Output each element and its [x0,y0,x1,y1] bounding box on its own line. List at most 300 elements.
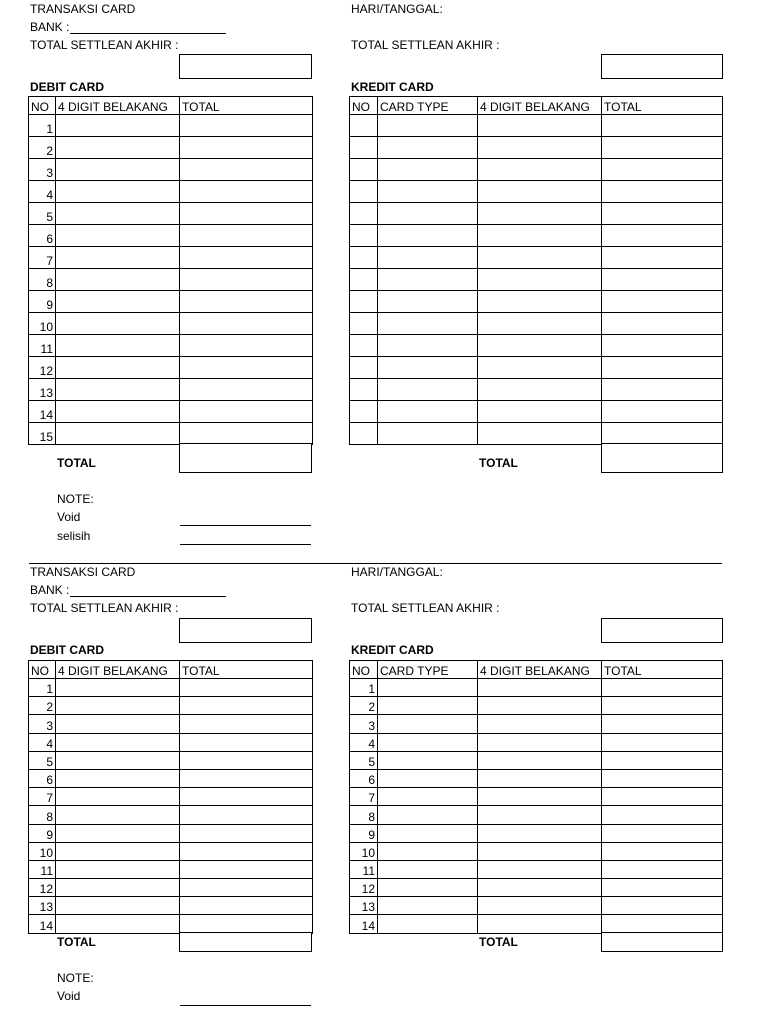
cell-4digit[interactable] [56,733,180,751]
cell-4digit[interactable] [478,715,602,733]
cell-total[interactable] [602,203,723,225]
cell-total[interactable] [180,291,313,313]
cell-no: 9 [29,291,56,313]
table-row [350,842,723,860]
note-void-label: Void [57,510,81,524]
cell-total[interactable] [602,897,723,915]
cell-card-type[interactable] [378,291,478,313]
table-row [350,824,723,842]
cell-4digit[interactable] [56,423,180,445]
cell-total[interactable] [602,291,723,313]
cell-4digit[interactable] [56,697,180,715]
cell-card-type[interactable] [378,357,478,379]
cell-no: 14 [350,915,378,933]
col-header-card-type: CARD TYPE [378,97,478,115]
cell-total[interactable] [602,379,723,401]
cell-no [350,269,378,291]
cell-4digit[interactable] [478,159,602,181]
cell-card-type[interactable] [378,824,478,842]
cell-no: 6 [29,225,56,247]
cell-no [350,335,378,357]
cell-4digit[interactable] [478,247,602,269]
kredit-total-box[interactable] [601,443,723,473]
table-row [29,115,313,137]
cell-total[interactable] [602,115,723,137]
cell-4digit[interactable] [478,897,602,915]
cell-4digit[interactable] [56,679,180,697]
cell-no: 12 [29,357,56,379]
table-row [350,291,723,313]
cell-no: 7 [29,788,56,806]
cell-total[interactable] [180,225,313,247]
cell-4digit[interactable] [56,806,180,824]
table-row [350,225,723,247]
cell-4digit[interactable] [56,842,180,860]
cell-no: 3 [29,715,56,733]
cell-4digit[interactable] [56,769,180,787]
cell-4digit[interactable] [478,879,602,897]
table-row [29,159,313,181]
cell-total[interactable] [180,159,313,181]
cell-4digit[interactable] [478,291,602,313]
cell-total[interactable] [180,915,313,933]
cell-4digit[interactable] [56,788,180,806]
table-row [29,137,313,159]
cell-no: 2 [350,697,378,715]
settle-left-box[interactable] [179,618,312,643]
table-row [350,423,723,445]
cell-no: 9 [29,824,56,842]
cell-total[interactable] [180,401,313,423]
cell-no: 13 [350,897,378,915]
cell-no [350,115,378,137]
table-row [350,247,723,269]
cell-no: 10 [350,842,378,860]
table-row [350,733,723,751]
cell-4digit[interactable] [56,203,180,225]
table-row [350,137,723,159]
col-header-4digit: 4 DIGIT BELAKANG [478,661,602,679]
col-header-no: NO [29,661,56,679]
cell-total[interactable] [180,203,313,225]
cell-no: 11 [350,860,378,878]
cell-no: 3 [29,159,56,181]
cell-no: 13 [29,379,56,401]
cell-card-type[interactable] [378,897,478,915]
table-row [29,879,313,897]
cell-4digit[interactable] [56,715,180,733]
cell-card-type[interactable] [378,733,478,751]
cell-4digit[interactable] [56,860,180,878]
cell-4digit[interactable] [478,181,602,203]
table-row [350,357,723,379]
cell-total[interactable] [180,247,313,269]
table-row [350,879,723,897]
table-row [29,379,313,401]
settle-left-label: TOTAL SETTLEAN AKHIR : [30,38,179,52]
cell-4digit[interactable] [56,379,180,401]
cell-total[interactable] [180,842,313,860]
debit-card-title: DEBIT CARD [30,80,104,94]
cell-card-type[interactable] [378,115,478,137]
bank-field-line[interactable] [70,596,226,597]
cell-4digit[interactable] [56,291,180,313]
cell-no [350,401,378,423]
table-row [29,181,313,203]
cell-total[interactable] [602,313,723,335]
kredit-table [349,96,723,445]
cell-4digit[interactable] [56,115,180,137]
cell-no: 5 [29,751,56,769]
cell-total[interactable] [180,769,313,787]
cell-card-type[interactable] [378,679,478,697]
cell-total[interactable] [602,335,723,357]
hari-tanggal-label: HARI/TANGGAL: [351,2,443,16]
table-row [29,915,313,933]
cell-4digit[interactable] [56,357,180,379]
cell-total[interactable] [180,715,313,733]
col-header-total: TOTAL [180,97,313,115]
cell-total[interactable] [180,751,313,769]
table-row [350,679,723,697]
cell-4digit[interactable] [56,247,180,269]
cell-card-type[interactable] [378,181,478,203]
cell-card-type[interactable] [378,842,478,860]
kredit-total-label: TOTAL [479,456,518,470]
col-header-no: NO [29,97,56,115]
cell-total[interactable] [180,379,313,401]
settle-right-box[interactable] [601,54,723,79]
cell-total[interactable] [602,824,723,842]
table-row [350,715,723,733]
table-row [350,379,723,401]
cell-4digit[interactable] [56,751,180,769]
cell-total[interactable] [602,247,723,269]
cell-4digit[interactable] [56,879,180,897]
cell-total[interactable] [180,733,313,751]
cell-no: 12 [350,879,378,897]
col-header-total: TOTAL [602,661,723,679]
table-row [350,181,723,203]
cell-4digit[interactable] [478,697,602,715]
cell-4digit[interactable] [56,401,180,423]
cell-no: 1 [29,115,56,137]
col-header-no: NO [350,97,378,115]
bank-label: BANK : [30,20,70,34]
table-row [29,715,313,733]
cell-total[interactable] [602,788,723,806]
cell-total[interactable] [602,842,723,860]
cell-card-type[interactable] [378,379,478,401]
cell-4digit[interactable] [478,806,602,824]
cell-card-type[interactable] [378,788,478,806]
cell-4digit[interactable] [56,824,180,842]
cell-card-type[interactable] [378,401,478,423]
cell-total[interactable] [602,697,723,715]
cell-4digit[interactable] [56,137,180,159]
table-row [350,401,723,423]
cell-no [350,423,378,445]
table-row [350,313,723,335]
cell-4digit[interactable] [478,203,602,225]
table-row [29,313,313,335]
cell-no: 15 [29,423,56,445]
cell-4digit[interactable] [56,181,180,203]
cell-no [350,203,378,225]
cell-card-type[interactable] [378,225,478,247]
table-row [29,806,313,824]
cell-no: 4 [29,733,56,751]
cell-total[interactable] [180,860,313,878]
cell-total[interactable] [602,401,723,423]
table-row [350,915,723,933]
cell-total[interactable] [602,751,723,769]
cell-4digit[interactable] [478,751,602,769]
cell-no [350,247,378,269]
cell-no: 4 [350,733,378,751]
cell-total[interactable] [180,269,313,291]
cell-no: 13 [29,897,56,915]
cell-total[interactable] [180,137,313,159]
table-row [29,357,313,379]
cell-no: 3 [350,715,378,733]
table-row [29,225,313,247]
cell-4digit[interactable] [478,137,602,159]
debit-total-box[interactable] [179,932,312,952]
debit-card-title: DEBIT CARD [30,643,104,657]
cell-4digit[interactable] [478,860,602,878]
cell-4digit[interactable] [478,225,602,247]
table-row [29,860,313,878]
cell-total[interactable] [180,897,313,915]
table-row [350,203,723,225]
debit-header-row [29,661,313,679]
col-header-no: NO [350,661,378,679]
cell-card-type[interactable] [378,137,478,159]
table-row [350,788,723,806]
cell-no [350,357,378,379]
debit-total-label: TOTAL [57,456,96,470]
cell-total[interactable] [180,357,313,379]
cell-4digit[interactable] [478,379,602,401]
note-label: NOTE: [57,492,94,506]
table-row [350,769,723,787]
table-row [29,733,313,751]
cell-total[interactable] [180,824,313,842]
cell-4digit[interactable] [56,897,180,915]
cell-total[interactable] [602,915,723,933]
cell-total[interactable] [602,423,723,445]
cell-4digit[interactable] [56,335,180,357]
cell-card-type[interactable] [378,806,478,824]
cell-card-type[interactable] [378,269,478,291]
table-row [29,751,313,769]
cell-total[interactable] [602,879,723,897]
kredit-header-row [350,97,723,115]
cell-no: 1 [29,679,56,697]
cell-total[interactable] [180,115,313,137]
cell-no [350,137,378,159]
cell-no: 7 [350,788,378,806]
debit-total-label: TOTAL [57,935,96,949]
kredit-card-title: KREDIT CARD [351,80,434,94]
cell-4digit[interactable] [478,679,602,697]
settle-right-box[interactable] [601,618,723,643]
cell-total[interactable] [180,806,313,824]
table-row [29,788,313,806]
cell-total[interactable] [180,697,313,715]
cell-no: 5 [350,751,378,769]
table-row [29,203,313,225]
debit-table [28,660,313,934]
cell-total[interactable] [602,357,723,379]
cell-card-type[interactable] [378,423,478,445]
cell-4digit[interactable] [478,269,602,291]
cell-no [350,159,378,181]
cell-total[interactable] [180,181,313,203]
cell-total[interactable] [602,225,723,247]
cell-card-type[interactable] [378,915,478,933]
col-header-4digit: 4 DIGIT BELAKANG [56,97,180,115]
cell-total[interactable] [180,313,313,335]
cell-card-type[interactable] [378,697,478,715]
cell-4digit[interactable] [56,269,180,291]
cell-total[interactable] [602,806,723,824]
cell-4digit[interactable] [478,733,602,751]
cell-4digit[interactable] [478,915,602,933]
table-row [29,401,313,423]
debit-table [28,96,313,445]
cell-card-type[interactable] [378,335,478,357]
table-row [29,679,313,697]
table-row [29,269,313,291]
cell-no: 8 [350,806,378,824]
cell-card-type[interactable] [378,860,478,878]
cell-no [350,181,378,203]
cell-4digit[interactable] [478,401,602,423]
table-row [29,769,313,787]
cell-4digit[interactable] [478,335,602,357]
void-field-line[interactable] [180,525,311,526]
table-row [350,335,723,357]
table-row [29,897,313,915]
table-row [350,806,723,824]
cell-4digit[interactable] [478,842,602,860]
cell-total[interactable] [180,423,313,445]
cell-4digit[interactable] [56,225,180,247]
cell-card-type[interactable] [378,715,478,733]
table-row [350,115,723,137]
bank-label: BANK : [30,583,70,597]
debit-total-box[interactable] [179,443,312,473]
kredit-total-label: TOTAL [479,935,518,949]
cell-no: 5 [29,203,56,225]
table-row [29,247,313,269]
debit-header-row [29,97,313,115]
cell-card-type[interactable] [378,203,478,225]
cell-total[interactable] [180,679,313,697]
cell-4digit[interactable] [478,313,602,335]
cell-total[interactable] [602,159,723,181]
cell-total[interactable] [180,335,313,357]
settle-right-label: TOTAL SETTLEAN AKHIR : [351,601,500,615]
table-row [350,860,723,878]
note-label: NOTE: [57,971,94,985]
cell-no: 14 [29,915,56,933]
cell-no: 11 [29,335,56,357]
cell-4digit[interactable] [478,115,602,137]
table-row [29,697,313,715]
note-selisih-label: selisih [57,529,91,543]
cell-no [350,313,378,335]
selisih-field-line[interactable] [180,544,311,545]
cell-total[interactable] [602,769,723,787]
cell-total[interactable] [602,269,723,291]
table-row [29,824,313,842]
cell-total[interactable] [602,860,723,878]
cell-4digit[interactable] [478,423,602,445]
table-row [350,897,723,915]
bank-field-line[interactable] [70,33,226,34]
void-field-line[interactable] [180,1005,311,1006]
cell-card-type[interactable] [378,247,478,269]
transaksi-label: TRANSAKSI CARD [30,2,136,16]
table-row [350,159,723,181]
cell-4digit[interactable] [56,159,180,181]
cell-total[interactable] [180,788,313,806]
cell-card-type[interactable] [378,769,478,787]
cell-no [350,225,378,247]
cell-4digit[interactable] [478,769,602,787]
cell-4digit[interactable] [56,915,180,933]
cell-total[interactable] [602,181,723,203]
cell-no: 14 [29,401,56,423]
table-row [350,269,723,291]
cell-no: 6 [350,769,378,787]
kredit-total-box[interactable] [601,932,723,952]
cell-4digit[interactable] [56,313,180,335]
cell-no: 8 [29,806,56,824]
hari-tanggal-label: HARI/TANGGAL: [351,565,443,579]
cell-card-type[interactable] [378,751,478,769]
cell-4digit[interactable] [478,357,602,379]
cell-total[interactable] [180,879,313,897]
cell-4digit[interactable] [478,824,602,842]
cell-total[interactable] [602,137,723,159]
settle-left-label: TOTAL SETTLEAN AKHIR : [30,601,179,615]
cell-no [350,291,378,313]
cell-no: 10 [29,313,56,335]
settle-left-box[interactable] [179,54,312,79]
table-row [29,335,313,357]
cell-total[interactable] [602,715,723,733]
cell-4digit[interactable] [478,788,602,806]
cell-card-type[interactable] [378,313,478,335]
cell-no [350,379,378,401]
kredit-header-row [350,661,723,679]
cell-card-type[interactable] [378,159,478,181]
cell-no: 8 [29,269,56,291]
cell-no: 10 [29,842,56,860]
col-header-total: TOTAL [602,97,723,115]
cell-no: 9 [350,824,378,842]
cell-total[interactable] [602,679,723,697]
cell-total[interactable] [602,733,723,751]
table-row [29,423,313,445]
table-row [350,751,723,769]
cell-card-type[interactable] [378,879,478,897]
form-separator [29,563,722,564]
